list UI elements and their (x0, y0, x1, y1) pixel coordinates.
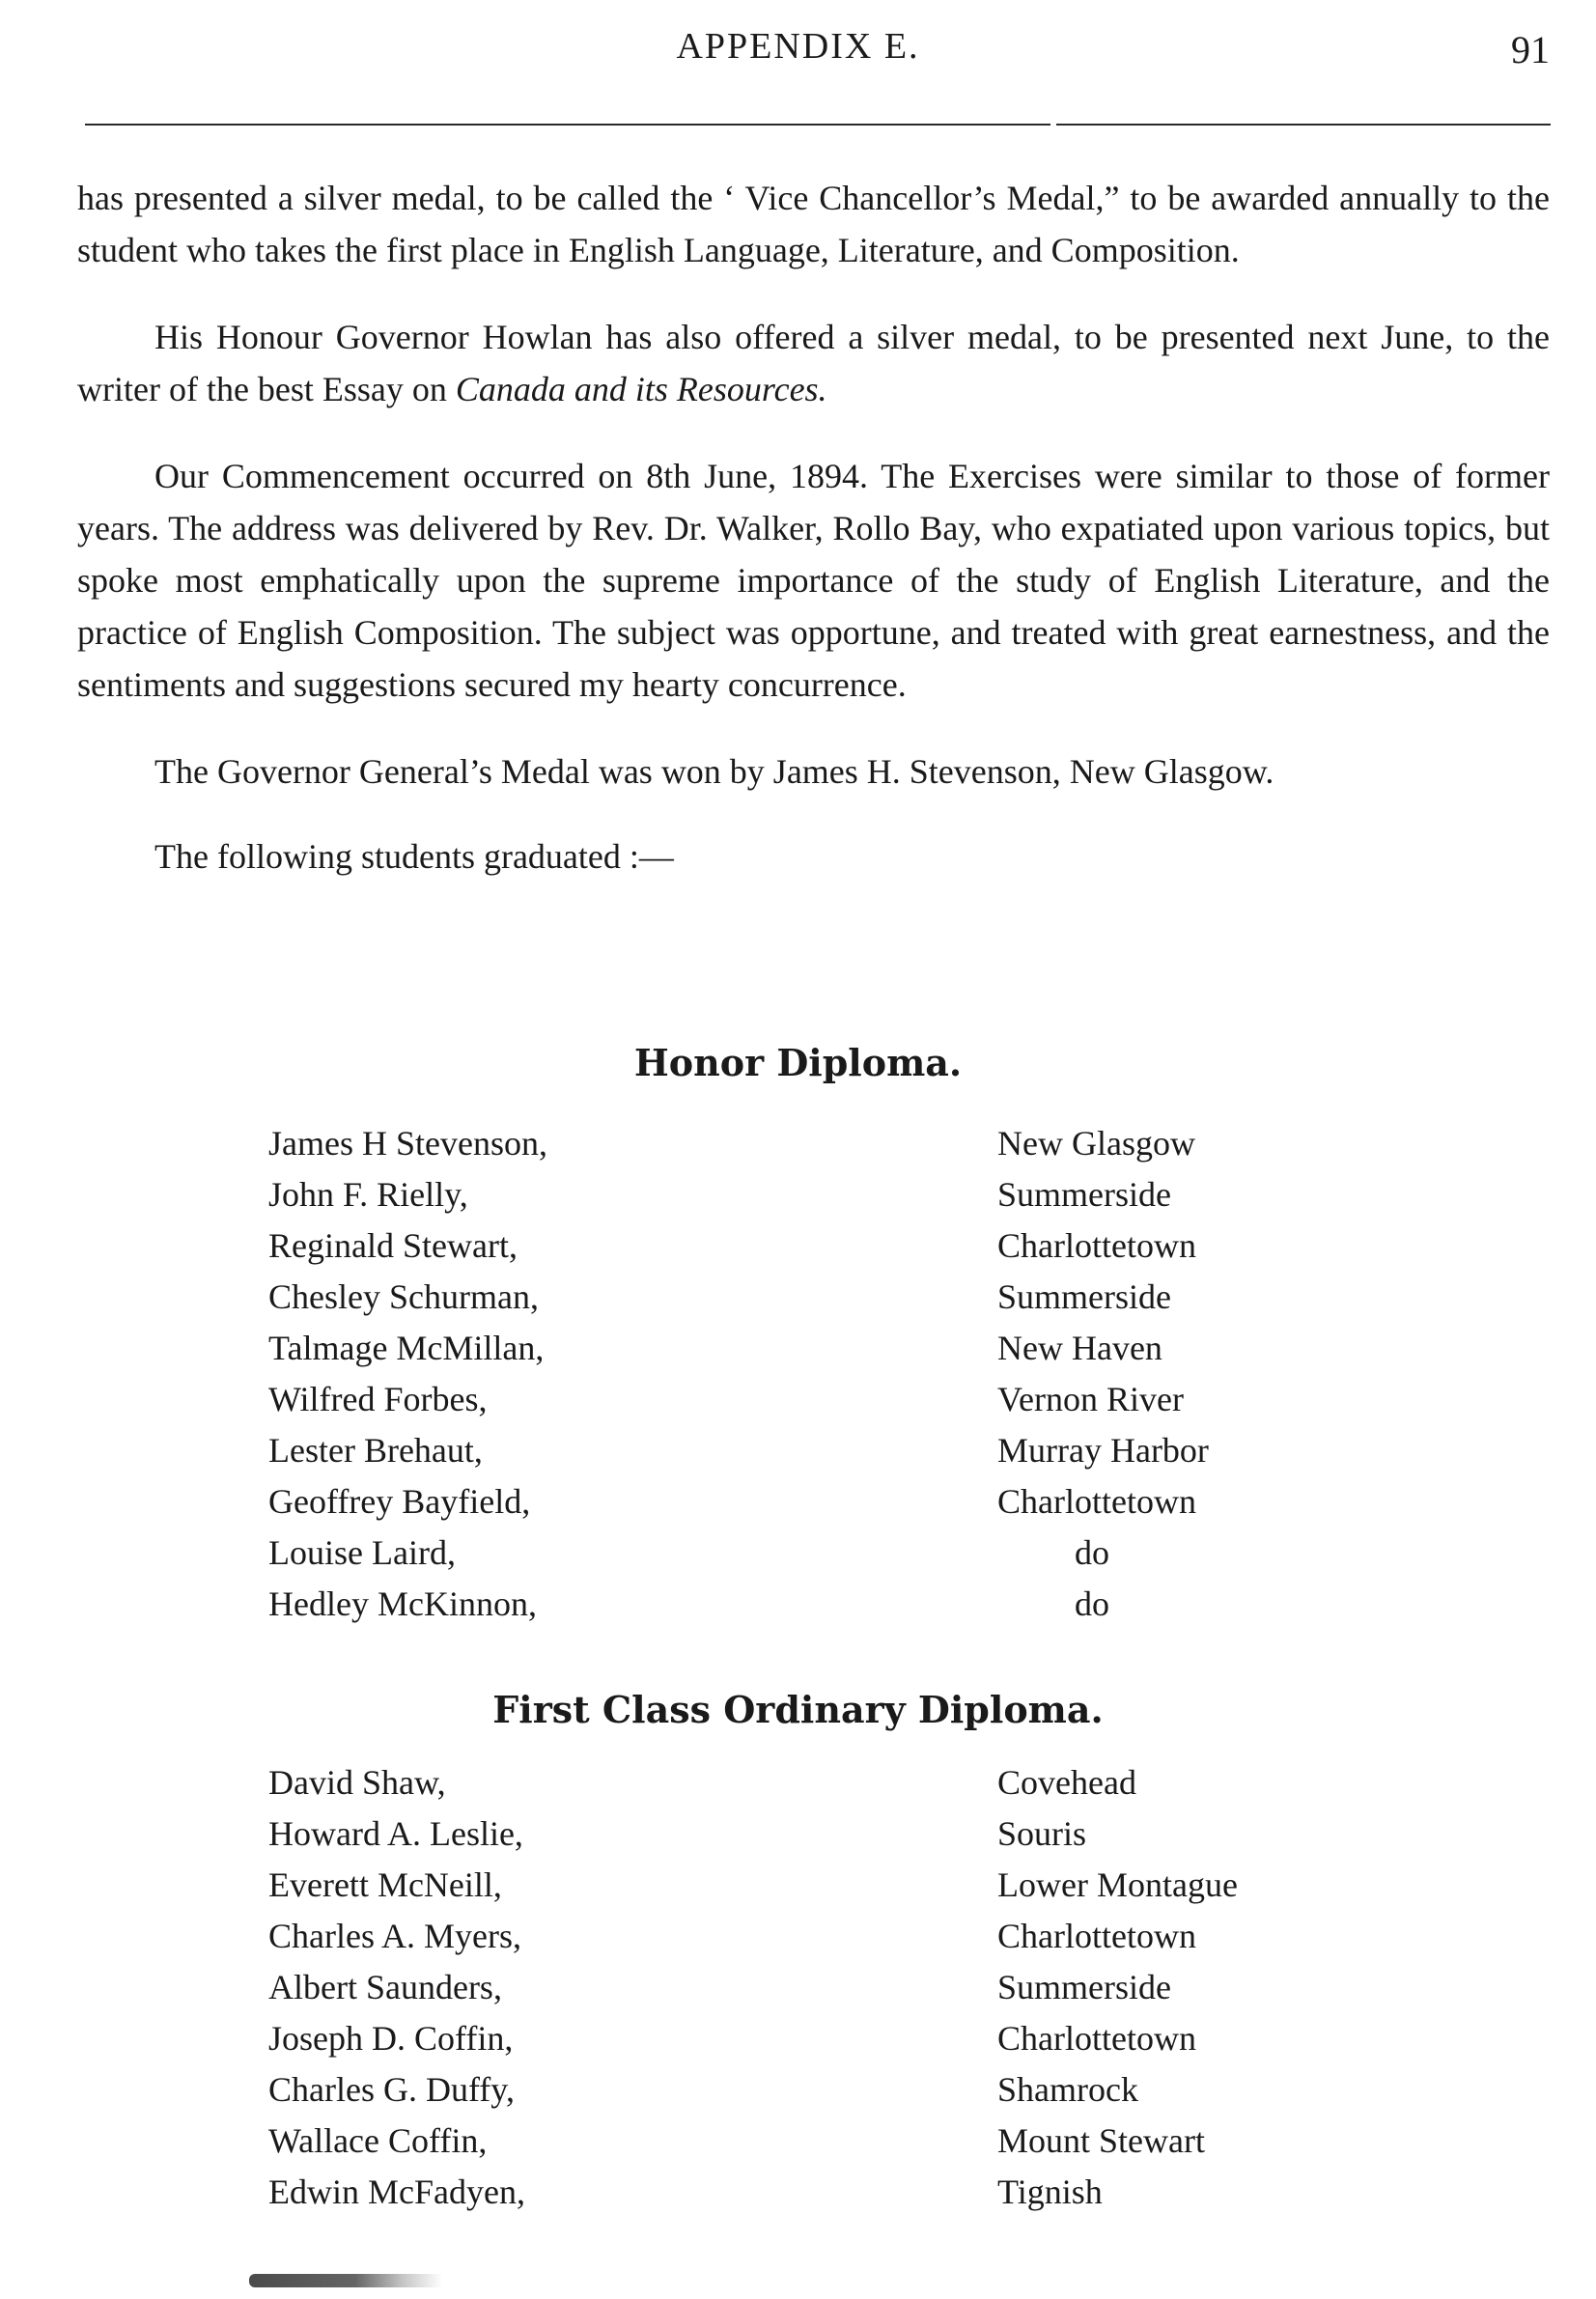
graduate-row (268, 1220, 1330, 1272)
graduate-hometown: Charlottetown (997, 1226, 1196, 1265)
page-number: 91 (1511, 28, 1550, 71)
graduate-row (268, 1272, 1330, 1323)
graduate-name: James H Stevenson, (268, 1124, 547, 1163)
paragraph-text: Our Commencement occurred on 8th June, 1894. The Exercises were similar to those of former years. The address was delivered by Rev. Dr. Walker, Rollo Bay, who expatiated upon various topics, but spoke most emphatically upon the supreme importance of the study of English Literature, and the practice of English Composition. The subject was opportune, and treated with great earnestness, and the sentiments and suggestions secured my hearty concurrence. (77, 457, 1550, 704)
graduate-hometown: New Haven (997, 1329, 1162, 1367)
paragraph-text: has presented a silver medal, to be called the ‘ Vice Chancellor’s Medal,” to be awarded annually to the student who takes the first place in English Language, Literature, and Composition. (77, 179, 1550, 269)
graduate-hometown: Summerside (997, 1277, 1171, 1316)
first-class-diploma-heading: First Class Ordinary Diploma. (492, 1688, 1104, 1731)
running-title: APPENDIX E. (676, 26, 920, 67)
graduate-hometown: Covehead (997, 1763, 1136, 1802)
graduate-name: Hedley McKinnon, (268, 1584, 537, 1623)
graduate-hometown: Charlottetown (997, 1482, 1196, 1521)
graduate-name: Everett McNeill, (268, 1865, 502, 1904)
graduate-hometown: New Glasgow (997, 1124, 1195, 1163)
running-head (0, 21, 1596, 79)
ink-smudge (249, 2274, 442, 2287)
graduate-row (268, 1911, 1330, 1962)
graduate-row (268, 1579, 1330, 1630)
graduate-name: Reginald Stewart, (268, 1226, 518, 1265)
graduate-hometown: Mount Stewart (997, 2121, 1205, 2160)
graduate-name: Howard A. Leslie, (268, 1814, 523, 1853)
graduate-hometown: do (1075, 1533, 1109, 1572)
body-text (77, 172, 1550, 917)
graduate-name: Charles A. Myers, (268, 1917, 521, 1955)
graduate-name: Edwin McFadyen, (268, 2173, 525, 2211)
graduate-row (268, 1118, 1330, 1169)
graduate-name: John F. Rielly, (268, 1175, 468, 1214)
graduate-hometown: Murray Harbor (997, 1431, 1209, 1470)
graduate-row (268, 1323, 1330, 1374)
paragraph-text: The Governor General’s Medal was won by James H. Stevenson, New Glasgow. (154, 752, 1274, 791)
graduate-name: Geoffrey Bayfield, (268, 1482, 531, 1521)
honor-diploma-heading: Honor Diploma. (633, 1041, 963, 1084)
graduate-name: Albert Saunders, (268, 1968, 502, 2006)
paragraph (77, 830, 1550, 883)
header-rule (1056, 124, 1551, 126)
graduate-row (268, 2116, 1330, 2167)
graduate-row (268, 2167, 1330, 2218)
graduate-row (268, 1374, 1330, 1425)
graduate-row (268, 1528, 1330, 1579)
graduate-hometown: Vernon River (997, 1380, 1184, 1418)
graduate-name: Talmage McMillan, (268, 1329, 545, 1367)
paragraph-text: His Honour Governor Howlan has also offered a silver medal, to be presented next June, to the writer of the best Essay on (77, 318, 1550, 408)
graduate-row (268, 1808, 1330, 1860)
graduate-row (268, 1476, 1330, 1528)
graduate-hometown: Shamrock (997, 2070, 1138, 2109)
paragraph (77, 745, 1550, 798)
graduate-row (268, 1962, 1330, 2013)
graduate-hometown: Lower Montague (997, 1865, 1238, 1904)
graduate-name: Louise Laird, (268, 1533, 456, 1572)
graduate-hometown: do (1075, 1584, 1109, 1623)
graduate-row (268, 2064, 1330, 2116)
graduate-hometown: Souris (997, 1814, 1087, 1853)
first-class-diploma-list (268, 1757, 1330, 2218)
essay-title: Canada and its Resources. (455, 370, 827, 408)
graduate-row (268, 1425, 1330, 1476)
paragraph (77, 311, 1550, 415)
graduate-name: Lester Brehaut, (268, 1431, 483, 1470)
honor-diploma-list (268, 1118, 1330, 1630)
graduate-name: David Shaw, (268, 1763, 446, 1802)
graduate-row (268, 1757, 1330, 1808)
graduate-hometown: Summerside (997, 1175, 1171, 1214)
graduate-row (268, 1860, 1330, 1911)
graduate-hometown: Charlottetown (997, 2019, 1196, 2058)
paragraph (77, 450, 1550, 711)
graduate-hometown: Charlottetown (997, 1917, 1196, 1955)
graduate-name: Joseph D. Coffin, (268, 2019, 514, 2058)
graduate-name: Wilfred Forbes, (268, 1380, 488, 1418)
header-rule (85, 124, 1050, 126)
graduate-name: Charles G. Duffy, (268, 2070, 515, 2109)
graduate-row (268, 2013, 1330, 2064)
graduate-name: Chesley Schurman, (268, 1277, 539, 1316)
paragraph-text: The following students graduated :— (154, 837, 674, 876)
graduate-hometown: Tignish (997, 2173, 1103, 2211)
paragraph (77, 172, 1550, 276)
graduate-hometown: Summerside (997, 1968, 1171, 2006)
graduate-row (268, 1169, 1330, 1220)
graduate-name: Wallace Coffin, (268, 2121, 488, 2160)
